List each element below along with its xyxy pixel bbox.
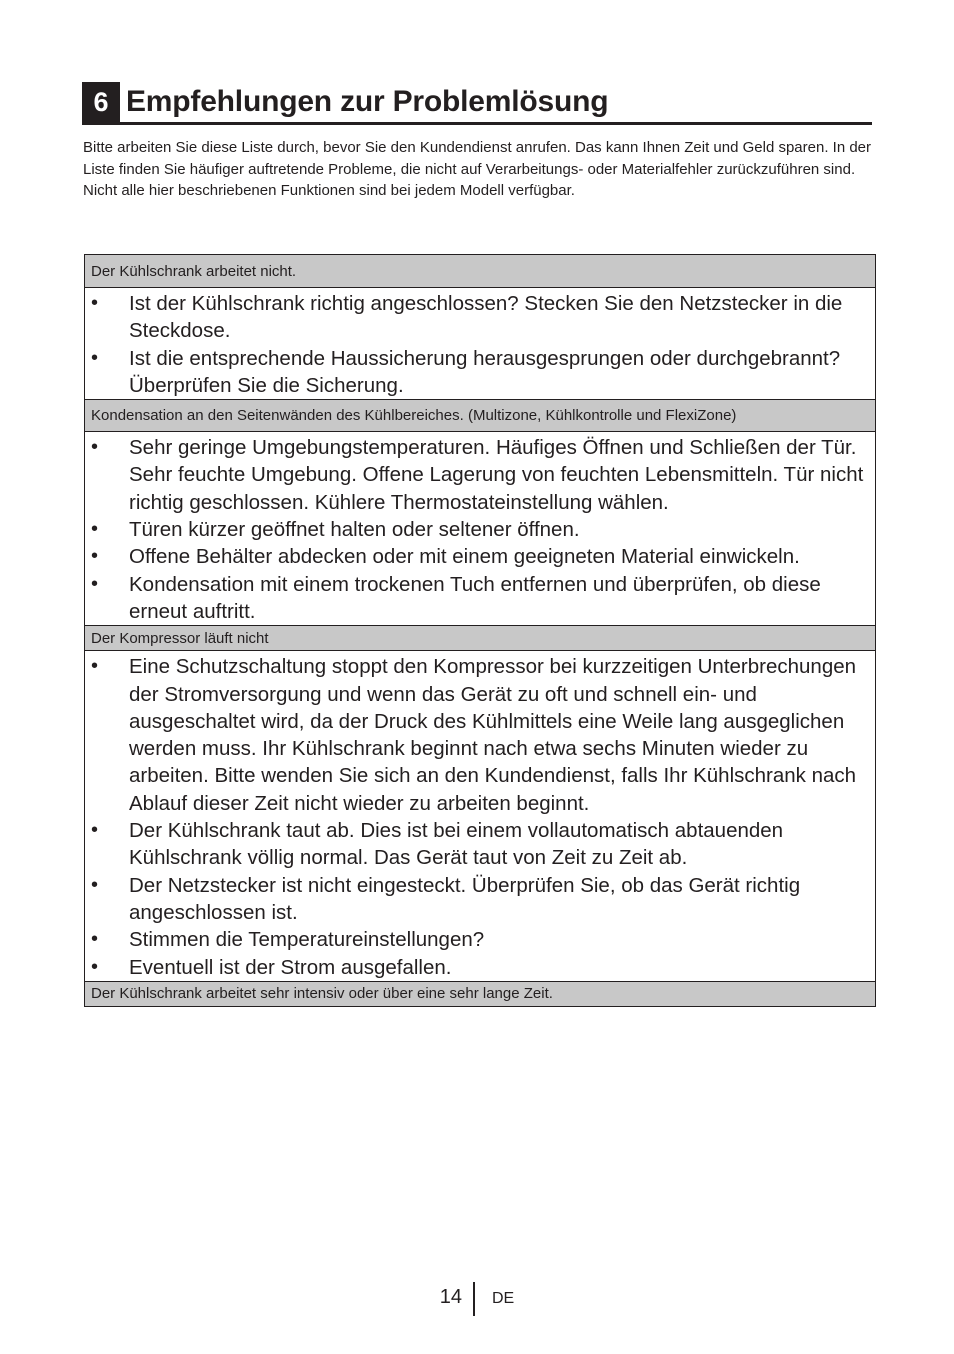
troubleshooting-table [84, 254, 876, 1007]
solution-item: • Eine Schutzschaltung stoppt den Kompressor bei kurzzeitigen Unterbrechungen der Stromversorgung und wenn das Gerät zu oft und schnell ein- und ausgeschaltet wird, da der Druck des Kühlmittels eine Weile lang ausgeglichen werden muss. Ihr Kühlschrank beginnt nach etwa sechs Minuten wieder zu arbeiten. Bitte wenden Sie sich an den Kundendienst, falls Ihr Kühlschrank nach Ablauf dieser Zeit nicht wieder zu arbeiten beginnt. [85, 653, 875, 817]
problem-solutions [85, 651, 875, 982]
solution-item: • Sehr geringe Umgebungstemperaturen. Häufiges Öffnen und Schließen der Tür. Sehr feuchte Umgebung. Offene Lagerung von feuchten Lebensmitteln. Tür nicht richtig geschlossen. Kühlere Thermostateinstellung wählen. [85, 434, 875, 516]
section-title: Empfehlungen zur Problemlösung [126, 85, 609, 118]
solution-item: • Eventuell ist der Strom ausgefallen. [85, 954, 875, 981]
language-code: DE [492, 1290, 515, 1307]
page-footer [0, 1282, 954, 1318]
problem-header: Kondensation an den Seitenwänden des Kühlbereiches. (Multizone, Kühlkontrolle und FlexiZone) [85, 400, 875, 432]
solution-item: • Der Netzstecker ist nicht eingesteckt. Überprüfen Sie, ob das Gerät richtig angeschlossen ist. [85, 872, 875, 927]
section-number: 6 [82, 82, 120, 122]
solution-item: • Ist die entsprechende Haussicherung herausgesprungen oder durchgebrannt? Überprüfen Sie die Sicherung. [85, 345, 875, 400]
intro-paragraph: Bitte arbeiten Sie diese Liste durch, bevor Sie den Kundendienst anrufen. Das kann Ihnen Zeit und Geld sparen. In der Liste finden Sie häufiger auftretende Probleme, die nicht auf Verarbeitungs- oder Materialfehler zurückzuführen sind. Nicht alle hier beschriebenen Funktionen sind bei jedem Modell verfügbar. [83, 139, 872, 200]
solution-item: • Offene Behälter abdecken oder mit einem geeigneten Material einwickeln. [85, 543, 875, 570]
section-heading [82, 82, 872, 125]
solution-item: • Ist der Kühlschrank richtig angeschlossen? Stecken Sie den Netzstecker in die Steckdose. [85, 290, 875, 345]
solution-item: • Stimmen die Temperatureinstellungen? [85, 926, 875, 953]
solution-item: • Türen kürzer geöffnet halten oder seltener öffnen. [85, 516, 875, 543]
footer-divider [473, 1282, 475, 1316]
solution-item: • Kondensation mit einem trockenen Tuch entfernen und überprüfen, ob diese erneut auftritt. [85, 571, 875, 626]
problem-header: Der Kühlschrank arbeitet sehr intensiv oder über eine sehr lange Zeit. [85, 982, 875, 1006]
problem-solutions [85, 288, 875, 400]
problem-header: Der Kompressor läuft nicht [85, 626, 875, 651]
problem-solutions [85, 432, 875, 626]
solution-item: • Der Kühlschrank taut ab. Dies ist bei einem vollautomatisch abtauenden Kühlschrank völlig normal. Das Gerät taut von Zeit zu Zeit ab. [85, 817, 875, 872]
page-number: 14 [439, 1286, 462, 1308]
problem-header: Der Kühlschrank arbeitet nicht. [85, 255, 875, 288]
